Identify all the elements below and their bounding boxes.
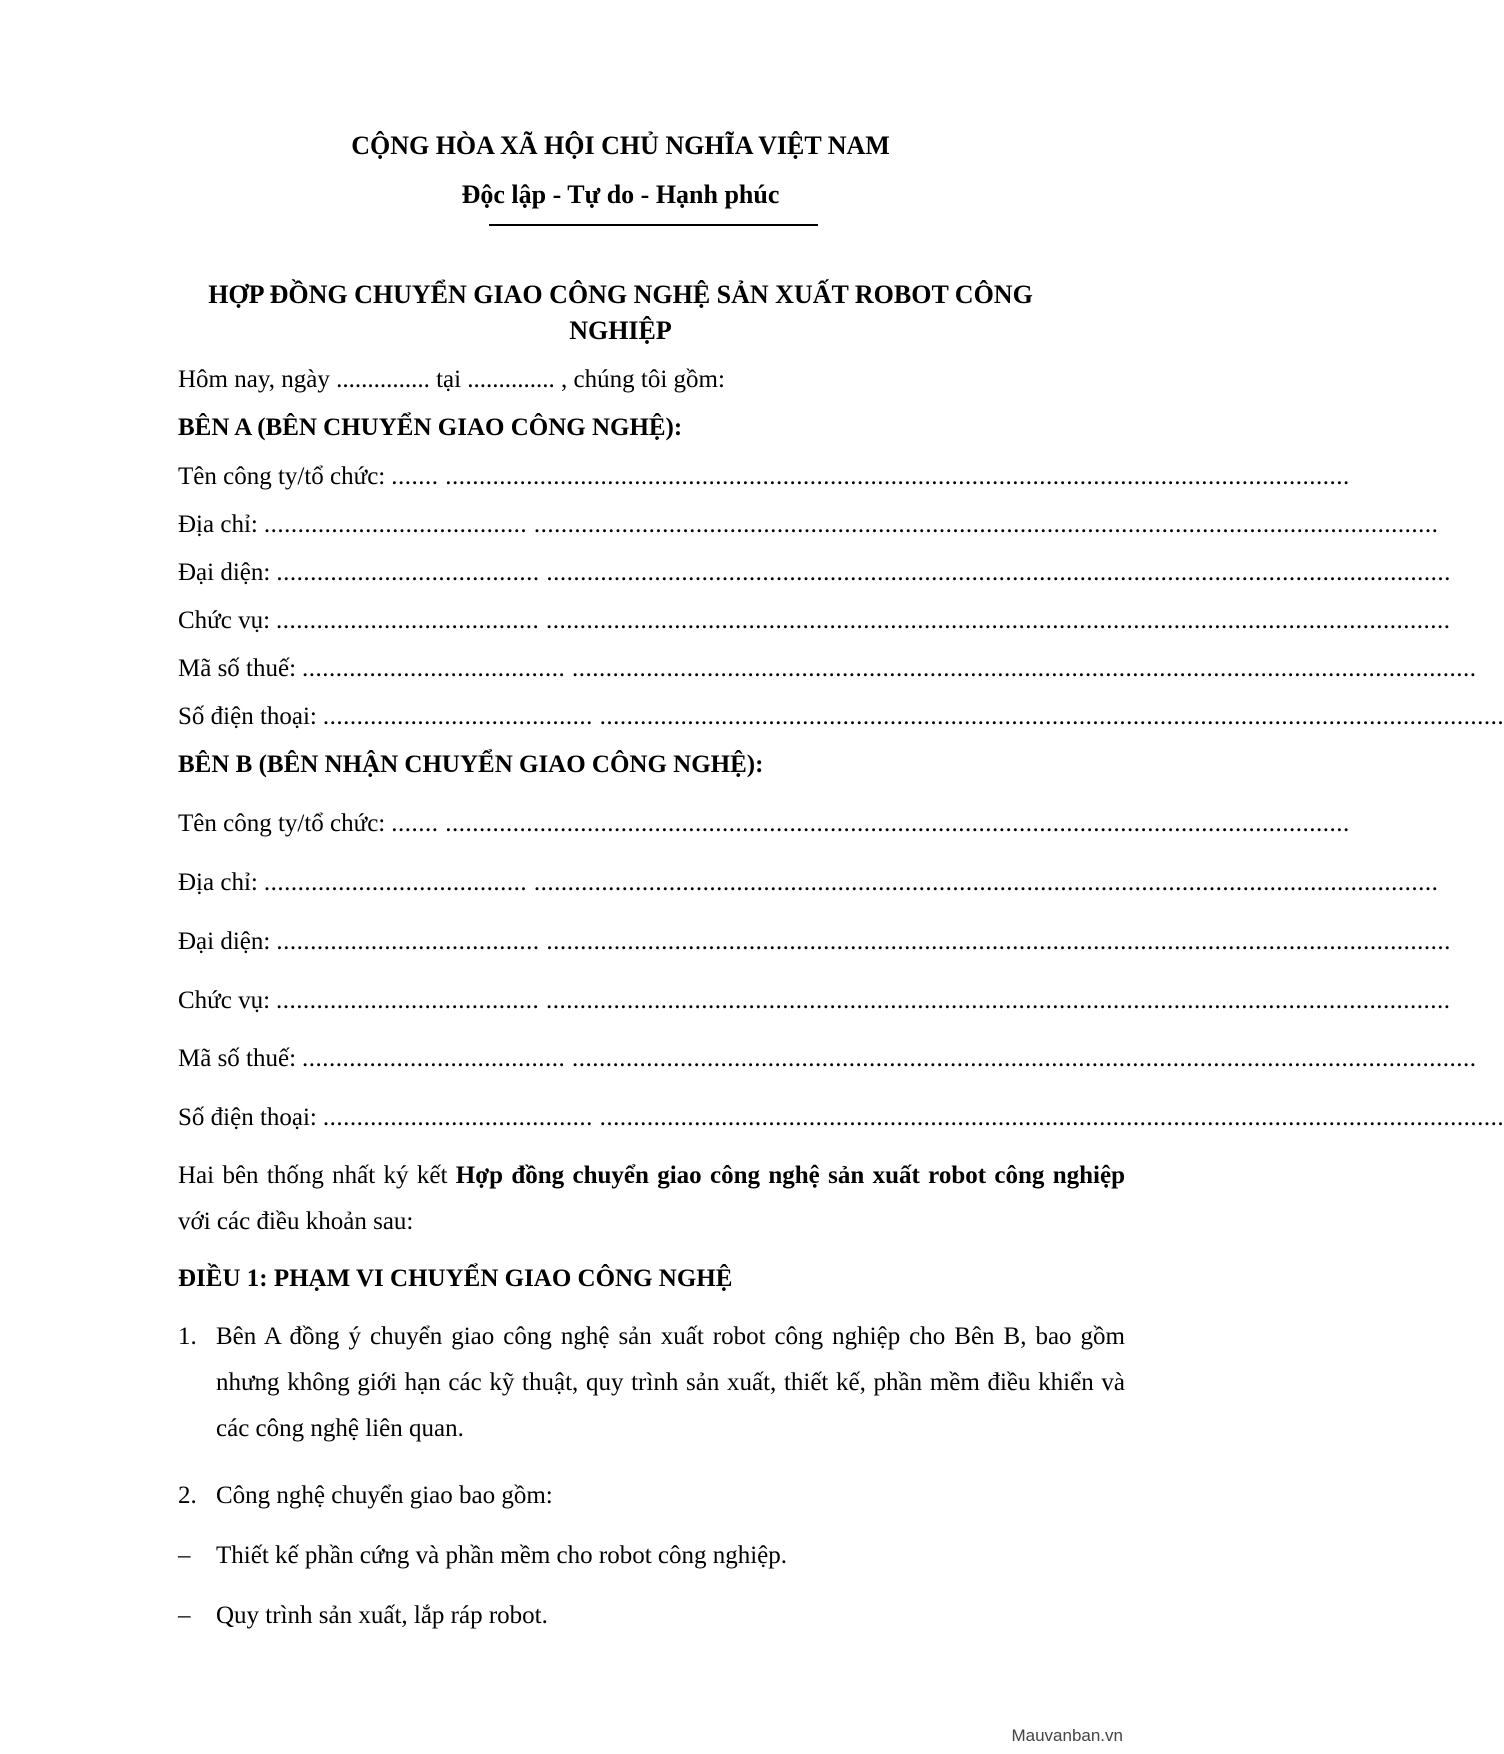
field-label: Địa chỉ:: [178, 511, 258, 538]
party-b-tax-code-field: [178, 1042, 1477, 1076]
agreement-text-after: với các điều khoản sau:: [178, 1208, 414, 1235]
field-blank: ....................................... ......................................................................................................................................: [263, 869, 1439, 896]
article-1-item-2: [178, 1473, 1125, 1519]
party-b-representative-field: [178, 925, 1451, 959]
field-label: Đại diện:: [178, 559, 271, 586]
article-1-bullet-2: [178, 1593, 1125, 1639]
field-blank: ....... ......................................................................................................................................: [391, 810, 1350, 837]
list-item-text: Bên A đồng ý chuyển giao công nghệ sản xuất robot công nghiệp cho Bên B, bao gồm nhưng không giới hạn các kỹ thuật, quy trình sản xuất, thiết kế, phần mềm điều khiển và các công nghệ liên quan.: [216, 1323, 1125, 1442]
party-b-company-field: [178, 807, 1350, 841]
field-blank: ....................................... ......................................................................................................................................: [302, 655, 1477, 682]
field-blank: ....................................... ......................................................................................................................................: [276, 559, 1451, 586]
field-label: Tên công ty/tổ chức:: [178, 463, 386, 490]
list-item-text: Thiết kế phần cứng và phần mềm cho robot công nghiệp.: [216, 1542, 788, 1569]
field-label: Chức vụ:: [178, 987, 271, 1014]
field-label: Đại diện:: [178, 928, 271, 955]
list-marker: –: [178, 1602, 191, 1629]
field-label: Mã số thuế:: [178, 1045, 297, 1072]
agreement-paragraph: [178, 1153, 1125, 1245]
party-a-company-field: [178, 460, 1350, 494]
motto-underline: [489, 224, 818, 226]
party-a-phone-field: [178, 700, 1504, 734]
agreement-text-before: Hai bên thống nhất ký kết: [178, 1162, 456, 1189]
party-a-representative-field: [178, 556, 1451, 590]
contract-title-line2: NGHIỆP: [569, 316, 672, 345]
field-label: Địa chỉ:: [178, 869, 258, 896]
field-label: Chức vụ:: [178, 607, 271, 634]
field-blank: ....................................... ......................................................................................................................................: [276, 987, 1451, 1014]
field-blank: ....................................... ......................................................................................................................................: [276, 607, 1451, 634]
field-blank: ....................................... ......................................................................................................................................: [263, 511, 1439, 538]
watermark: Mauvanban.vn: [1011, 1726, 1123, 1745]
party-a-position-field: [178, 604, 1451, 638]
list-marker: 1.: [178, 1323, 197, 1350]
party-b-heading: BÊN B (BÊN NHẬN CHUYỂN GIAO CÔNG NGHỆ):: [178, 751, 764, 778]
field-label: Mã số thuế:: [178, 655, 297, 682]
field-label: Tên công ty/tổ chức:: [178, 810, 386, 837]
list-marker: –: [178, 1542, 191, 1569]
field-label: Số điện thoại:: [178, 1104, 317, 1131]
party-b-phone-field: [178, 1101, 1504, 1135]
field-blank: ....... ......................................................................................................................................: [391, 463, 1350, 490]
article-1-heading: ĐIỀU 1: PHẠM VI CHUYỂN GIAO CÔNG NGHỆ: [178, 1265, 733, 1292]
party-a-address-field: [178, 508, 1439, 542]
list-marker: 2.: [178, 1482, 197, 1509]
party-a-heading: BÊN A (BÊN CHUYỂN GIAO CÔNG NGHỆ):: [178, 414, 683, 441]
motto: Độc lập - Tự do - Hạnh phúc: [461, 180, 780, 209]
party-b-position-field: [178, 984, 1451, 1018]
party-b-address-field: [178, 866, 1439, 900]
intro-line: Hôm nay, ngày ............... tại .............. , chúng tôi gồm:: [178, 366, 725, 393]
list-item-text: Công nghệ chuyển giao bao gồm:: [216, 1482, 553, 1509]
party-a-tax-code-field: [178, 652, 1477, 686]
national-title: CỘNG HÒA XÃ HỘI CHỦ NGHĨA VIỆT NAM: [351, 131, 890, 160]
field-blank: ....................................... ......................................................................................................................................: [276, 928, 1451, 955]
article-1-item-1: [178, 1314, 1125, 1452]
article-1-bullet-1: [178, 1533, 1125, 1579]
list-item-text: Quy trình sản xuất, lắp ráp robot.: [216, 1602, 548, 1629]
field-label: Số điện thoại:: [178, 703, 317, 730]
field-blank: ........................................ ......................................................................................................................................: [322, 703, 1504, 730]
field-blank: ........................................ ......................................................................................................................................: [322, 1104, 1504, 1131]
contract-title-line1: HỢP ĐỒNG CHUYỂN GIAO CÔNG NGHỆ SẢN XUẤT ROBOT CÔNG: [208, 280, 1033, 309]
agreement-contract-name: Hợp đồng chuyển giao công nghệ sản xuất robot công nghiệp: [455, 1162, 1125, 1189]
field-blank: ....................................... ......................................................................................................................................: [302, 1045, 1477, 1072]
